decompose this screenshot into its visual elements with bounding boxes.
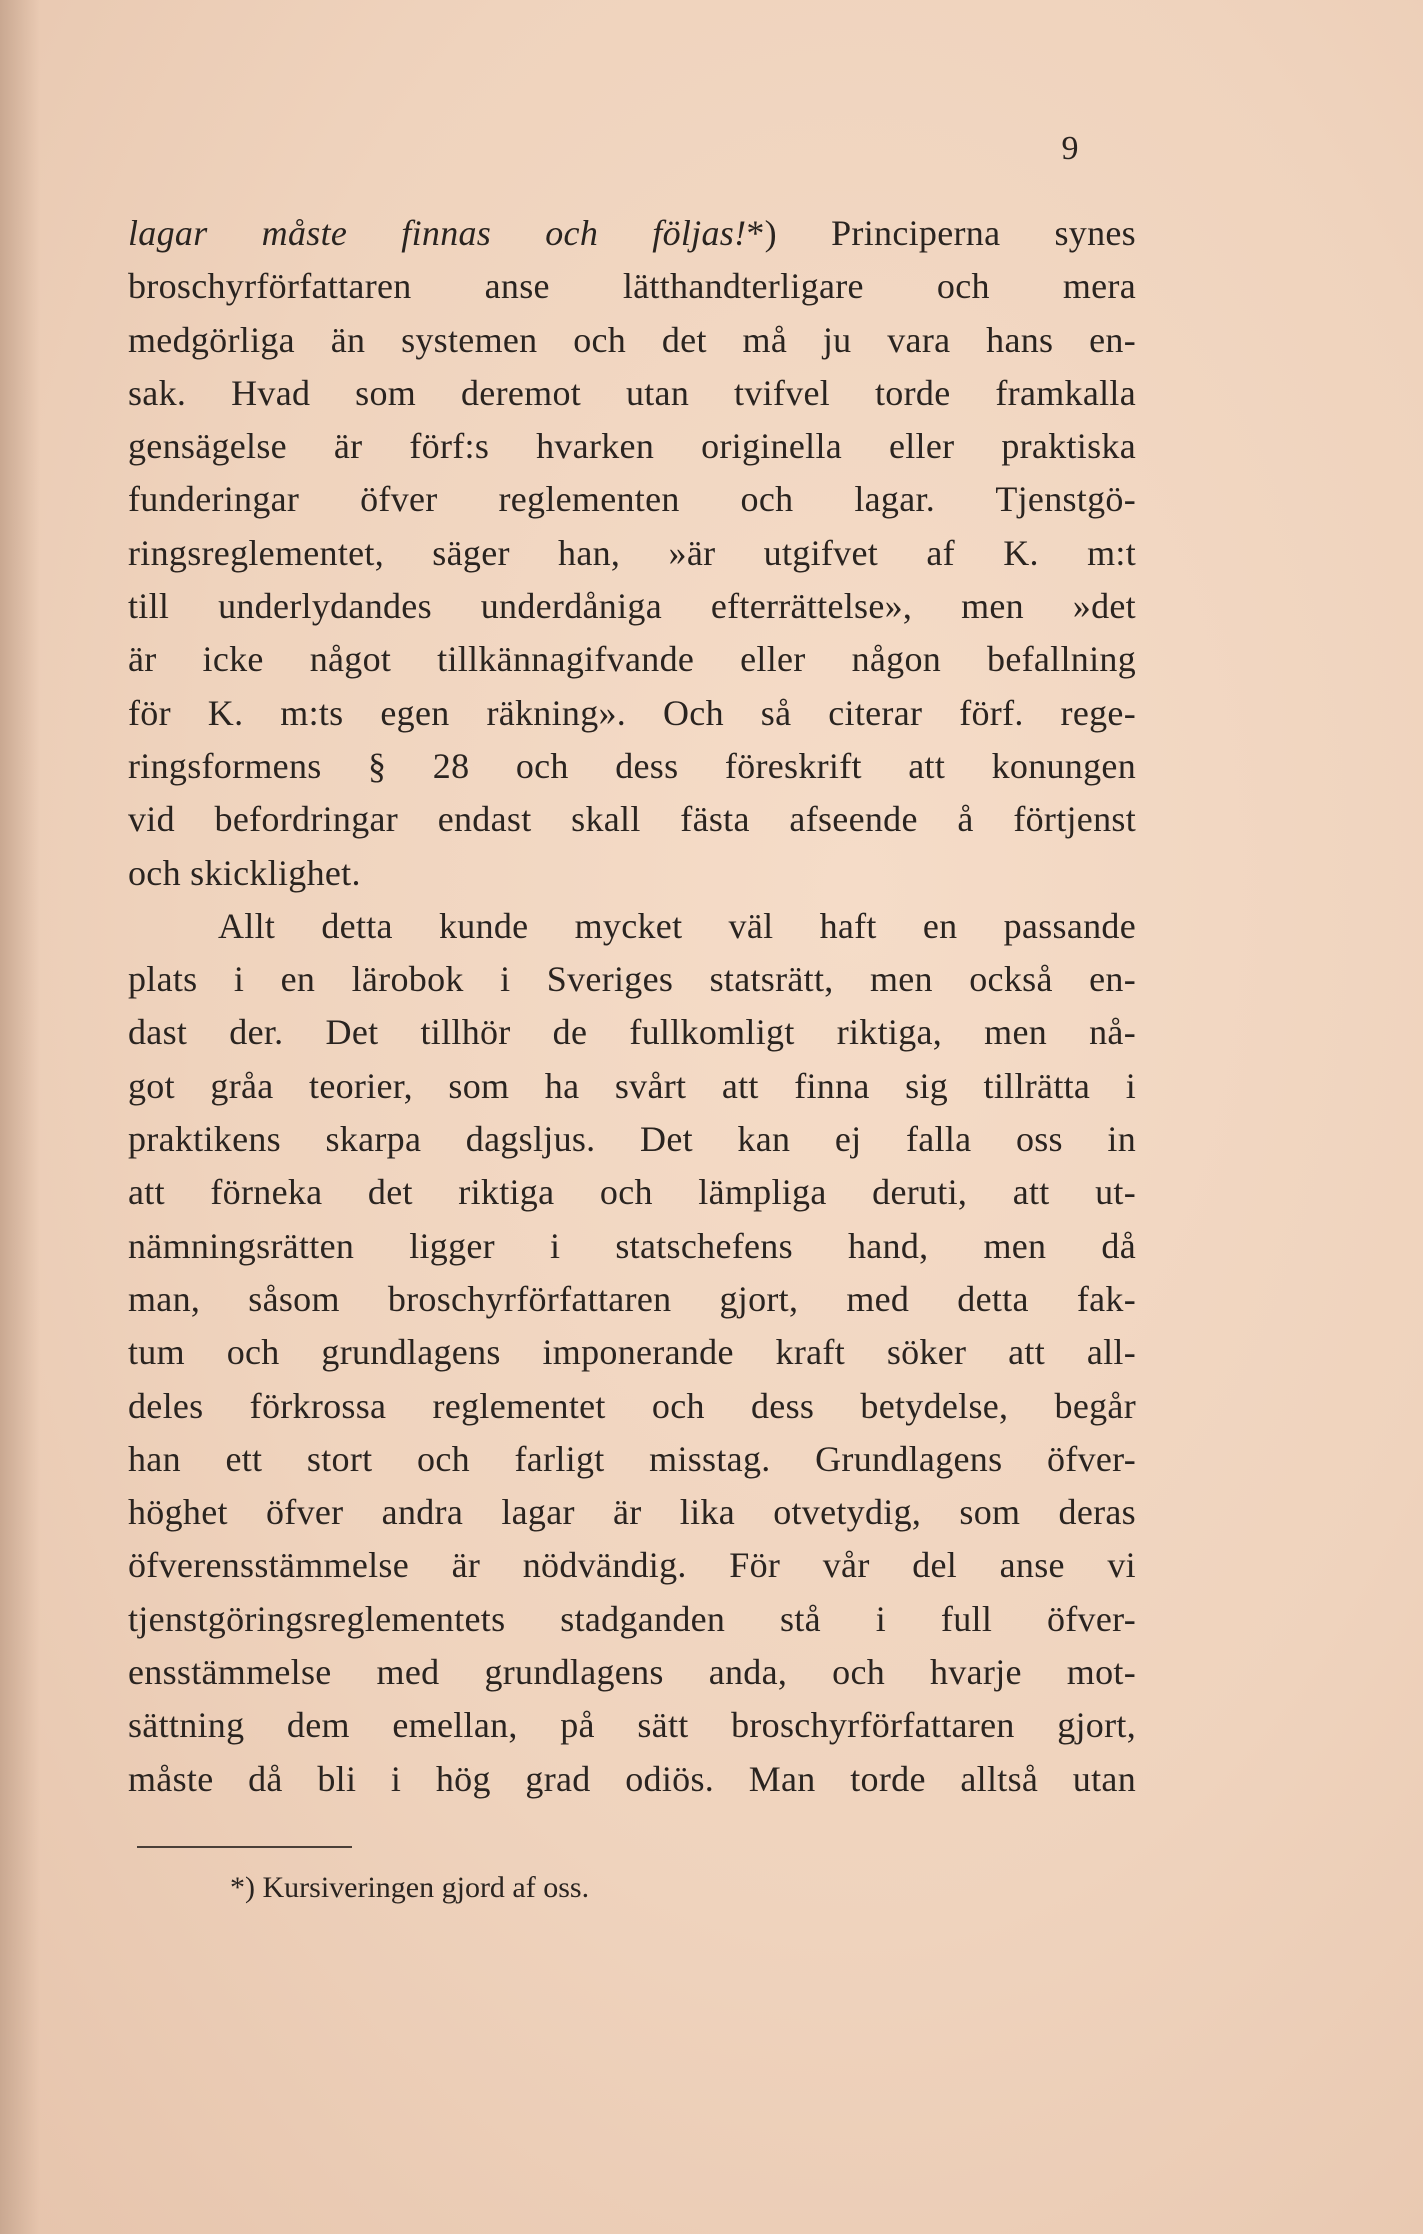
body-text bbox=[128, 207, 1136, 1806]
text-line: broschyrförfattaren anse lätthandterligare och mera bbox=[128, 266, 1136, 307]
text-line: och skicklighet. bbox=[128, 852, 361, 893]
text-line: nämningsrätten ligger i statschefens hand, men då bbox=[128, 1225, 1136, 1266]
text-line: vid befordringar endast skall fästa afseende å förtjenst bbox=[128, 799, 1136, 840]
text-line: got gråa teorier, som ha svårt att finna sig tillrätta i bbox=[128, 1065, 1136, 1106]
text-line: sak. Hvad som deremot utan tvifvel torde framkalla bbox=[128, 372, 1136, 413]
text-line bbox=[128, 207, 1136, 260]
text-line-rest: *) Principerna synes bbox=[746, 213, 1136, 253]
text-line: dast der. Det tillhör de fullkomligt riktiga, men nå- bbox=[128, 1012, 1136, 1053]
binding-shadow bbox=[0, 0, 40, 2234]
text-line: ringsreglementet, säger han, »är utgifvet af K. m:t bbox=[128, 532, 1136, 573]
text-line: till underlydandes underdåniga efterrättelse», men »det bbox=[128, 586, 1136, 627]
text-line: att förneka det riktiga och lämpliga deruti, att ut- bbox=[128, 1172, 1136, 1213]
text-line: är icke något tillkännagifvande eller någon befallning bbox=[128, 639, 1136, 680]
text-line: ensstämmelse med grundlagens anda, och hvarje mot- bbox=[128, 1652, 1136, 1693]
text-line: för K. m:ts egen räkning». Och så citerar förf. rege- bbox=[128, 692, 1136, 733]
text-line: gensägelse är förf:s hvarken originella eller praktiska bbox=[128, 426, 1136, 467]
text-line: öfverensstämmelse är nödvändig. För vår del anse vi bbox=[128, 1545, 1136, 1586]
text-line: medgörliga än systemen och det må ju vara hans en- bbox=[128, 319, 1136, 360]
text-line: funderingar öfver reglementen och lagar. Tjenstgö- bbox=[128, 479, 1136, 520]
text-line: ringsformens § 28 och dess föreskrift att konungen bbox=[128, 745, 1136, 786]
text-line: tjenstgöringsreglementets stadganden stå i full öfver- bbox=[128, 1598, 1136, 1639]
text-line: praktikens skarpa dagsljus. Det kan ej falla oss in bbox=[128, 1119, 1136, 1160]
text-line: sättning dem emellan, på sätt broschyrförfattaren gjort, bbox=[128, 1705, 1136, 1746]
text-line: man, såsom broschyrförfattaren gjort, med detta fak- bbox=[128, 1278, 1136, 1319]
italic-emphasis: måste finnas och följas! bbox=[261, 213, 747, 253]
text-line-start: lagar bbox=[128, 213, 262, 253]
text-line: tum och grundlagens imponerande kraft söker att all- bbox=[128, 1332, 1136, 1373]
text-line: höghet öfver andra lagar är lika otvetydig, som deras bbox=[128, 1492, 1136, 1533]
text-line: plats i en lärobok i Sveriges statsrätt, men också en- bbox=[128, 959, 1136, 1000]
page-number: 9 bbox=[1061, 130, 1079, 167]
paragraph-start-line: Allt detta kunde mycket väl haft en passande bbox=[218, 905, 1136, 946]
text-line: deles förkrossa reglementet och dess betydelse, begår bbox=[128, 1385, 1136, 1426]
footnote: *) Kursiveringen gjord af oss. bbox=[230, 1871, 590, 1904]
text-line: han ett stort och farligt misstag. Grundlagens öfver- bbox=[128, 1438, 1136, 1479]
text-line: måste då bli i hög grad odiös. Man torde alltså utan bbox=[128, 1758, 1136, 1799]
footnote-divider bbox=[137, 1846, 352, 1848]
